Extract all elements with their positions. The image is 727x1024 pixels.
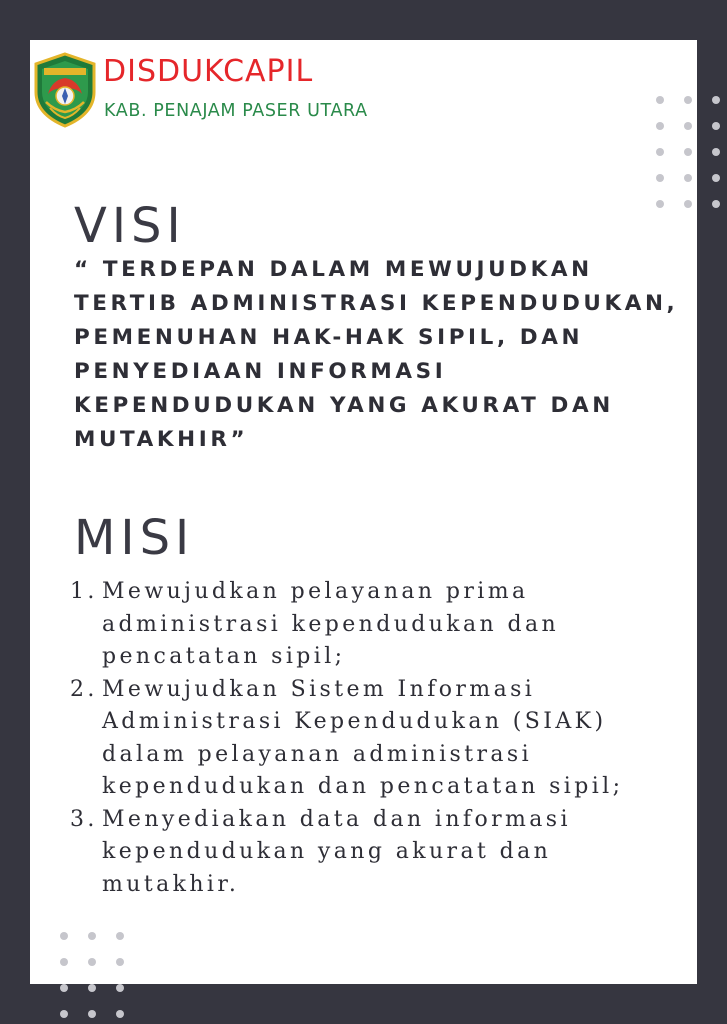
decorative-dot-grid-top	[656, 96, 720, 208]
misi-item-number: 2.	[70, 676, 98, 702]
visi-statement: “ TERDEPAN DALAM MEWUJUDKAN TERTIB ADMINISTRASI KEPENDUDUKAN, PEMENUHAN HAK-HAK SIPIL, DAN PENYEDIAAN INFORMASI KEPENDUDUKAN YANG AKURAT DAN MUTAKHIR”	[74, 257, 679, 452]
visi-title: VISI	[74, 198, 186, 254]
misi-item-number: 3.	[70, 806, 98, 832]
misi-item-number: 1.	[70, 579, 98, 604]
misi-title: MISI	[74, 510, 195, 566]
misi-item-text: Menyediakan data dan informasi kependudukan yang akurat dan mutakhir.	[102, 806, 571, 897]
decorative-dot-grid-bottom	[60, 932, 124, 1018]
regency-emblem-icon	[32, 52, 98, 128]
misi-list	[70, 576, 690, 901]
misi-item-text: Mewujudkan pelayanan prima administrasi kependudukan dan pencatatan sipil;	[102, 579, 560, 669]
misi-item-text: Mewujudkan Sistem Informasi Administrasi Kependudukan (SIAK) dalam pelayanan administrasi kependudukan dan pencatatan sipil;	[102, 676, 624, 799]
misi-item	[70, 674, 690, 804]
misi-item	[70, 804, 690, 902]
brand-title: DISDUKCAPIL	[103, 54, 314, 89]
misi-item	[70, 576, 690, 674]
poster-card	[30, 40, 697, 984]
brand-subtitle: KAB. PENAJAM PASER UTARA	[104, 101, 368, 121]
